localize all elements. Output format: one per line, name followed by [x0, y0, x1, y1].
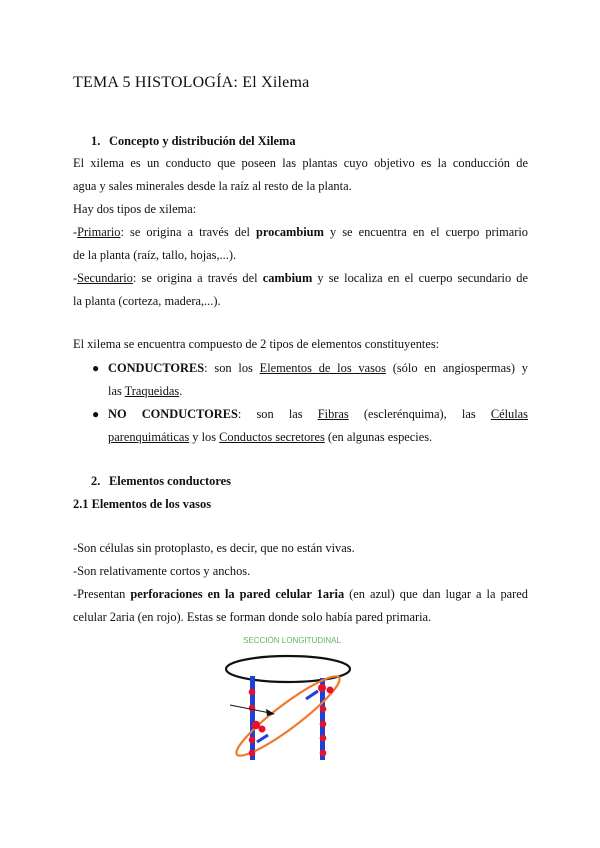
bullet-icon: ●: [92, 407, 100, 421]
no-conductores-term: NO CONDUCTORES: [108, 407, 238, 421]
paragraph-constituents: El xilema se encuentra compuesto de 2 tipos de elementos constituyentes:: [73, 337, 440, 351]
pit-mark: [249, 737, 256, 744]
figure-caption: SECCIÓN LONGITUDINAL: [243, 636, 341, 645]
traqueidas-term: Traqueidas: [124, 384, 180, 398]
paragraph-types-intro: Hay dos tipos de xilema:: [73, 202, 197, 216]
primary-xylem-line-1: -Primario: se origina a través del procambium y se encuentra en el cuerpo primario: [73, 225, 529, 239]
vessel-feature-3-line-2: celular 2aria (en rojo). Estas se forman donde solo había pared primaria.: [73, 610, 432, 624]
left-vessel-wall: [250, 676, 255, 760]
pit-mark: [327, 687, 334, 694]
bullet-no-conductores-line-2: parenquimáticas y los Conductos secretores (en algunas especies.: [108, 430, 433, 444]
pit-mark: [320, 735, 327, 742]
vessel-feature-3-line-1: -Presentan perforaciones en la pared celular 1aria (en azul) que dan lugar a la pared: [73, 587, 528, 601]
page-title: TEMA 5 HISTOLOGÍA: El Xilema: [73, 74, 310, 91]
secondary-term: Secundario: [77, 271, 133, 285]
bullet-icon: ●: [92, 361, 100, 375]
bullet-conductores-line-1: CONDUCTORES: son los Elementos de los vasos (sólo en angiospermas) y: [108, 361, 528, 375]
cambium-term: cambium: [262, 271, 313, 285]
perforation-plate-left: [257, 735, 268, 742]
fibras-term: Fibras: [317, 407, 349, 421]
pit-mark: [259, 726, 266, 733]
primary-xylem-line-2: de la planta (raíz, tallo, hojas,...).: [73, 248, 237, 262]
vessel-feature-2: -Son relativamente cortos y anchos.: [73, 564, 251, 578]
primary-term: Primario: [77, 225, 121, 239]
paragraph-definition-line-1: El xilema es un conducto que poseen las plantas cuyo objetivo es la conducción de: [73, 156, 528, 170]
pit-mark: [320, 706, 327, 713]
bullet-no-conductores-line-1: NO CONDUCTORES: son las Fibras (esclerénquima), las Células: [108, 407, 528, 421]
elementos-vasos-term: Elementos de los vasos: [259, 361, 386, 375]
celulas-term: Células: [490, 407, 528, 421]
bullet-conductores-line-2: las Traqueidas.: [108, 384, 183, 398]
conductos-secretores-term: Conductos secretores: [219, 430, 325, 444]
pit-mark: [249, 750, 256, 757]
conductores-term: CONDUCTORES: [108, 361, 205, 375]
procambium-term: procambium: [255, 225, 324, 239]
secondary-xylem-line-1: -Secundario: se origina a través del cambium y se localiza en el cuerpo secundario de: [73, 271, 528, 285]
perforaciones-term: perforaciones en la pared celular 1aria: [130, 587, 345, 601]
pit-mark: [318, 684, 326, 692]
perforation-plate-right: [306, 691, 318, 699]
top-section-ellipse: [226, 656, 350, 682]
pit-mark: [249, 689, 256, 696]
vessel-feature-1: -Son células sin protoplasto, es decir, que no están vivas.: [73, 541, 355, 555]
section-1-heading: 1. Concepto y distribución del Xilema: [91, 134, 296, 148]
subsection-2-1-heading: 2.1 Elementos de los vasos: [73, 497, 212, 511]
secondary-xylem-line-2: la planta (corteza, madera,...).: [73, 294, 221, 308]
pit-mark: [320, 750, 327, 757]
section-2-heading: 2. Elementos conductores: [91, 474, 231, 488]
pit-mark: [320, 721, 327, 728]
paragraph-definition-line-2: agua y sales minerales desde la raíz al resto de la planta.: [73, 179, 352, 193]
parenquimaticas-term: parenquimáticas: [108, 430, 190, 444]
